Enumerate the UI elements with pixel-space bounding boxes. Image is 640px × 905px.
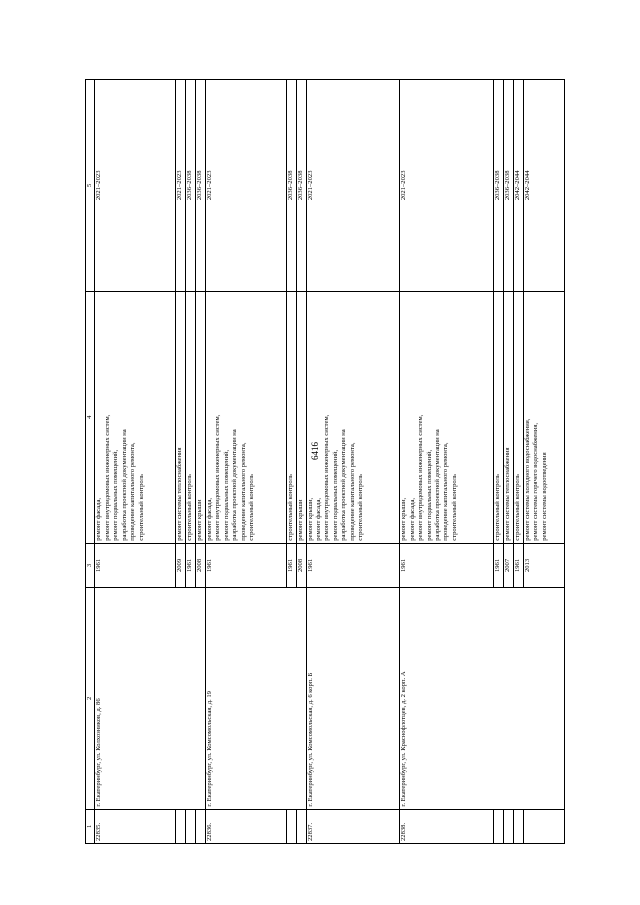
row-number (296, 809, 306, 843)
period-cell: 2036–2038 (195, 80, 205, 292)
col-header-1: 1 (86, 809, 95, 843)
page-number: 6416 (310, 442, 320, 460)
work-cell: строительный контроль (185, 291, 195, 543)
work-cell: ремонт крыши (195, 291, 205, 543)
row-number (503, 809, 513, 843)
period-cell: 2036–2038 (185, 80, 195, 292)
year-cell: 2009 (175, 543, 185, 587)
year-cell: 1961 (205, 543, 286, 587)
period-cell: 2021–2023 (95, 80, 176, 292)
period-cell: 2021–2023 (306, 80, 400, 292)
address-cell: г. Екатеринбург, ул. Комсомольская, д. 6 корп. Б (306, 588, 400, 810)
rotated-table-container (85, 79, 565, 844)
year-cell: 1961 (493, 543, 503, 587)
row-number (493, 809, 503, 843)
row-number: 22836. (205, 809, 286, 843)
year-cell: 2013 (523, 543, 564, 587)
row-number (523, 809, 564, 843)
row-number: 22838. (400, 809, 494, 843)
period-cell: 2036–2038 (503, 80, 513, 292)
year-cell: 1961 (95, 543, 176, 587)
row-number (195, 809, 205, 843)
row-number (513, 809, 523, 843)
capital-repair-table (85, 79, 565, 844)
year-cell: 1961 (306, 543, 400, 587)
work-cell: ремонт системы холодного водоснабжения, ремонт системы горячего водоснабжения, ремонт системы водоотведения (523, 291, 564, 543)
col-header-4: 4 (86, 291, 95, 543)
period-cell: 2036–2038 (296, 80, 306, 292)
col-header-2: 2 (86, 588, 95, 810)
row-number (185, 809, 195, 843)
work-cell: ремонт крыши, ремонт фасада, ремонт внутридомовых инженерных систем, ремонт подвальных помещений, разработка проектной документации на проведение капитального ремонта, строительный контроль (306, 291, 400, 543)
row-number: 22837. (306, 809, 400, 843)
table-row (205, 80, 286, 844)
work-cell: ремонт фасада, ремонт внутридомовых инженерных систем, ремонт подвальных помещений, разработка проектной документации на проведение капитального ремонта, строительный контроль (95, 291, 176, 543)
row-number (286, 809, 296, 843)
period-cell: 2021–2023 (205, 80, 286, 292)
work-cell: ремонт крыши, ремонт фасада, ремонт внутридомовых инженерных систем, ремонт подвальных помещений, разработка проектной документации на проведение капитального ремонта, строительный контроль (400, 291, 494, 543)
period-cell: 2021–2023 (400, 80, 494, 292)
year-cell: 1961 (185, 543, 195, 587)
table-row (400, 80, 494, 844)
header-row (86, 80, 95, 844)
work-cell: ремонт системы теплоснабжения (175, 291, 185, 543)
work-cell: ремонт фасада, ремонт внутридомовых инженерных систем, ремонт подвальных помещений, разработка проектной документации на проведение капитального ремонта, строительный контроль (205, 291, 286, 543)
work-cell: ремонт системы теплоснабжения (503, 291, 513, 543)
col-header-5: 5 (86, 80, 95, 292)
year-cell: 1961 (400, 543, 494, 587)
period-cell: 2021–2023 (175, 80, 185, 292)
table-row (95, 80, 176, 844)
period-cell: 2042–2044 (523, 80, 564, 292)
work-cell: ремонт крыши (296, 291, 306, 543)
work-cell: строительный контроль (513, 291, 523, 543)
address-cell: г. Екатеринбург, ул. Комсомольская, д. 19 (205, 588, 306, 810)
year-cell: 2008 (296, 543, 306, 587)
year-cell: 1961 (513, 543, 523, 587)
period-cell: 2036–2038 (493, 80, 503, 292)
work-cell: строительный контроль (286, 291, 296, 543)
row-number: 22835. (95, 809, 176, 843)
period-cell: 2042–2044 (513, 80, 523, 292)
work-cell: строительный контроль (493, 291, 503, 543)
table-row (306, 80, 400, 844)
year-cell: 1961 (286, 543, 296, 587)
row-number (175, 809, 185, 843)
col-header-3: 3 (86, 543, 95, 587)
year-cell: 2007 (503, 543, 513, 587)
period-cell: 2036–2038 (286, 80, 296, 292)
address-cell: г. Екатеринбург, ул. Колхозников, д. 86 (95, 588, 206, 810)
year-cell: 2008 (195, 543, 205, 587)
address-cell: г. Екатеринбург, ул. Краснофлотцев, д. 2 корп. А (400, 588, 565, 810)
